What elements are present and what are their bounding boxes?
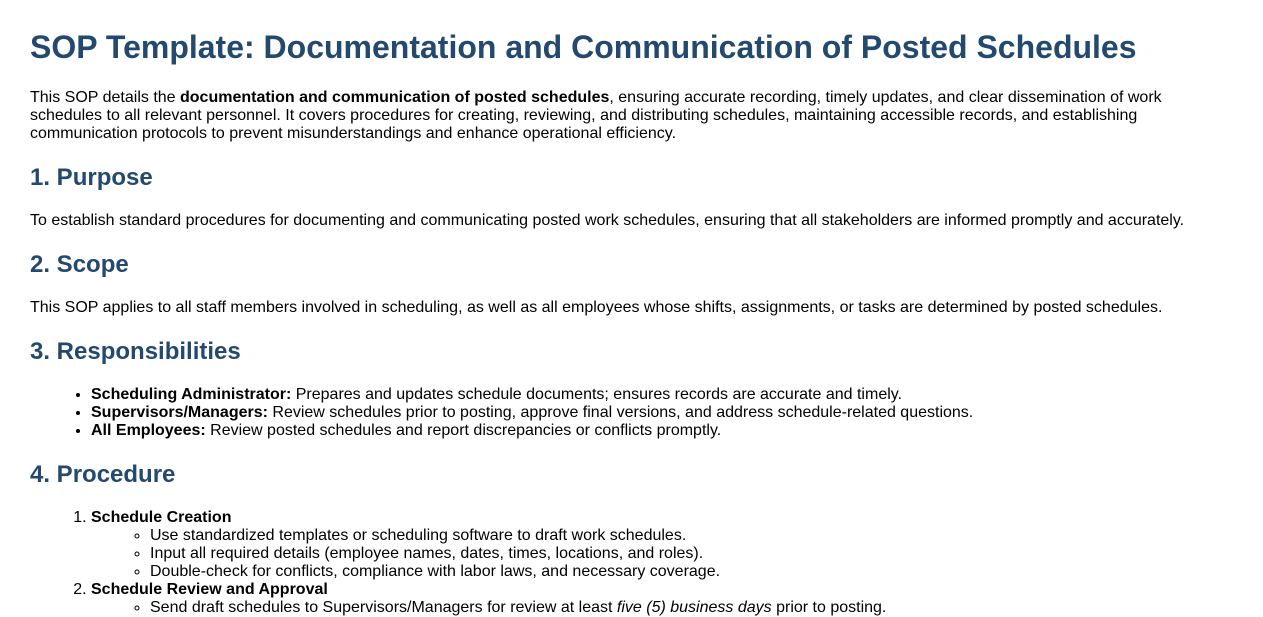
item-suffix: prior to posting. <box>771 599 887 616</box>
list-item <box>91 404 1233 422</box>
role-label: All Employees: <box>91 422 206 439</box>
intro-prefix: This SOP details the <box>30 89 180 106</box>
page-title: SOP Template: Documentation and Communication of Posted Schedules <box>30 29 1137 65</box>
scope-heading: 2. Scope <box>30 251 129 278</box>
role-label: Scheduling Administrator: <box>91 386 292 403</box>
list-item <box>91 422 1233 440</box>
intro-suffix: , ensuring accurate recording, timely updates, and clear dissemination of work schedules to all relevant personnel. It covers procedures for creating, reviewing, and distributing schedules, maintaining accessible records, and establishing communication protocols to prevent misunderstandings and enhance operational efficiency. <box>30 89 1162 142</box>
procedure-steps-list <box>30 509 1233 617</box>
procedure-step <box>91 581 1233 617</box>
step-sublist <box>91 527 1233 581</box>
role-description: Review schedules prior to posting, approve final versions, and address schedule-related questions. <box>267 404 974 421</box>
list-item: ◦ Input all required details (employee names, dates, times, locations, and roles). <box>150 545 1233 563</box>
purpose-text: To establish standard procedures for documenting and communicating posted work schedules, ensuring that all stakeholders are informed promptly and accurately. <box>30 212 1185 229</box>
scope-text: This SOP applies to all staff members involved in scheduling, as well as all employees whose shifts, assignments, or tasks are determined by posted schedules. <box>30 299 1163 316</box>
role-description: Review posted schedules and report discrepancies or conflicts promptly. <box>205 422 722 439</box>
list-item <box>91 386 1233 404</box>
step-title: Schedule Review and Approval <box>91 581 328 598</box>
purpose-heading: 1. Purpose <box>30 164 153 191</box>
item-emphasis: five (5) business days <box>616 599 772 616</box>
responsibilities-heading: 3. Responsibilities <box>30 338 241 365</box>
list-item: ◦ Use standardized templates or scheduling software to draft work schedules. <box>150 527 1233 545</box>
role-description: Prepares and updates schedule documents; ensures records are accurate and timely. <box>291 386 903 403</box>
step-sublist <box>91 599 1233 617</box>
procedure-heading: 4. Procedure <box>30 461 176 488</box>
responsibilities-list <box>30 386 1233 440</box>
item-prefix: Send draft schedules to Supervisors/Managers for review at least <box>150 599 617 616</box>
step-title: Schedule Creation <box>91 509 232 526</box>
list-item: ◦ Double-check for conflicts, compliance with labor laws, and necessary coverage. <box>150 563 1233 581</box>
intro-paragraph <box>30 89 1233 143</box>
procedure-step <box>91 509 1233 581</box>
list-item <box>150 599 1233 617</box>
intro-bold-text: documentation and communication of posted schedules <box>180 89 610 106</box>
role-label: Supervisors/Managers: <box>91 404 268 421</box>
